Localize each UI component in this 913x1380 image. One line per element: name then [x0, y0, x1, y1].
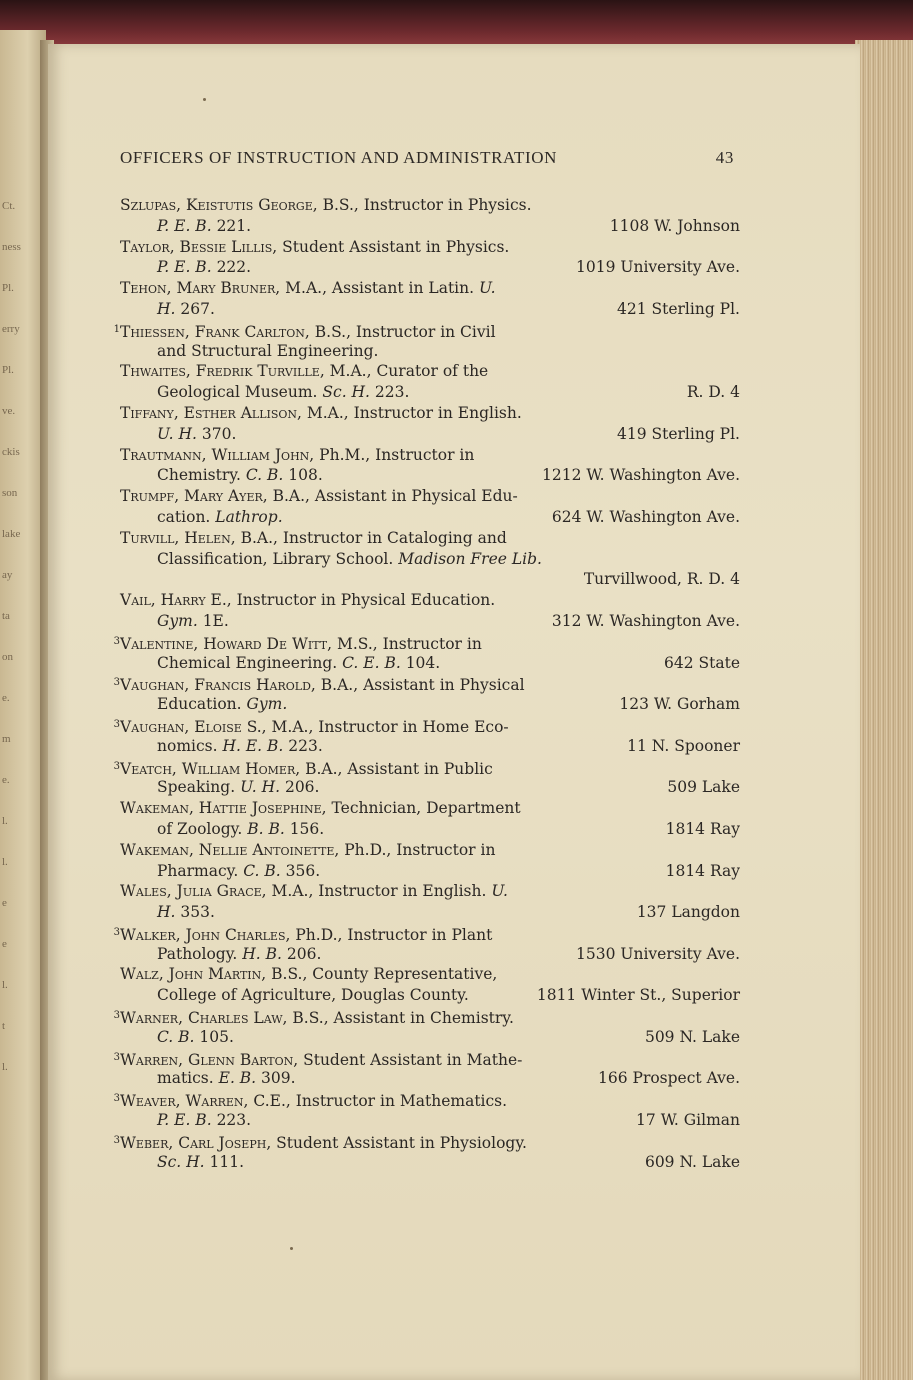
position-text: Student Assistant in Physics.	[277, 237, 510, 256]
entry-line-2	[105, 902, 745, 923]
position-text: B.A., Assistant in Physical	[315, 676, 525, 695]
entry-heading	[105, 361, 488, 382]
footnote-marker: 3	[113, 1051, 120, 1063]
left-page-text-fragment: ay	[2, 569, 13, 581]
running-head-title: OFFICERS OF INSTRUCTION AND ADMINISTRATION	[120, 148, 558, 167]
office-abbrev: P. E. B.	[157, 1111, 212, 1130]
office-abbrev: U. H.	[240, 778, 281, 797]
paper-speck	[290, 1247, 293, 1250]
entry-text: Chemistry.	[157, 466, 246, 485]
left-page-text-fragment: l.	[2, 1061, 8, 1073]
entry-line-2	[105, 465, 745, 486]
entry-text: Speaking.	[157, 778, 241, 797]
left-page-text-fragment: e.	[2, 774, 10, 786]
entry-line-2	[105, 257, 745, 278]
left-page-text-fragment: m	[2, 733, 11, 745]
entry-heading	[105, 237, 509, 258]
entry-line-1	[105, 798, 745, 819]
position-text: M.A., Assistant in Latin.	[280, 279, 475, 298]
entry-line-1	[105, 964, 745, 985]
entry-line-2	[105, 611, 745, 632]
person-name: Walker, John Charles,	[120, 925, 291, 944]
entry-office	[157, 1068, 296, 1089]
entry-heading	[105, 195, 532, 216]
position-text: M.A., Instructor in English.	[301, 403, 522, 422]
office-abbrev: B. B.	[247, 819, 285, 838]
home-address: 1811 Winter St., Superior	[536, 986, 740, 1005]
entry-heading	[105, 403, 522, 424]
entry-text: 267.	[175, 299, 215, 318]
entry-line-2	[105, 777, 745, 798]
person-name: Veatch, William Homer,	[120, 759, 301, 778]
person-name: Valentine, Howard De Witt,	[120, 634, 333, 653]
staff-directory-list	[105, 195, 745, 1172]
entry-office	[157, 424, 236, 445]
entry-heading	[105, 278, 496, 299]
left-page-text-fragment: lake	[2, 528, 21, 540]
person-name: Tehon, Mary Bruner,	[120, 279, 281, 298]
left-page-text-fragment: on	[2, 651, 13, 663]
entry-line-1	[105, 486, 745, 507]
office-abbrev: P. E. B.	[157, 258, 212, 277]
office-abbrev: H.	[157, 903, 176, 922]
entry-line-2	[105, 216, 745, 237]
home-address: 624 W. Washington Ave.	[551, 507, 740, 526]
entry-line-2	[105, 1068, 745, 1089]
entry-office	[157, 382, 409, 403]
entry-office	[157, 465, 323, 486]
position-text: Ph.M., Instructor in	[314, 445, 475, 464]
office-abbrev: H.	[157, 299, 176, 318]
entry-office	[157, 653, 440, 674]
entry-text: 111.	[204, 1152, 245, 1171]
left-page-text-fragment: e	[2, 938, 7, 950]
entry-heading	[105, 590, 495, 611]
entry-line-2	[105, 861, 745, 882]
home-address: 123 W. Gorham	[619, 695, 740, 714]
book-cover-top	[0, 0, 913, 46]
entry-text: 222.	[211, 258, 252, 277]
position-text: B.A., Instructor in Cataloging and	[235, 528, 507, 547]
home-address: 509 Lake	[667, 778, 740, 797]
entry-office	[157, 507, 283, 528]
entry-line-1	[105, 528, 745, 549]
entry-line-1	[105, 1006, 745, 1027]
entry-heading	[105, 881, 508, 902]
left-page-text-fragment: ckis	[2, 446, 20, 458]
running-head	[120, 146, 734, 174]
entry-office	[157, 299, 215, 320]
entry-line-2	[105, 1152, 745, 1173]
entry-heading	[105, 1048, 522, 1071]
entry-line-2	[105, 653, 745, 674]
position-text: Technician, Department	[326, 799, 521, 818]
footnote-marker: 3	[113, 1010, 120, 1022]
entry-text: 221.	[211, 216, 252, 235]
left-page-text-fragment: ness	[2, 241, 21, 253]
entry-text: nomics.	[157, 736, 223, 755]
entry-office	[157, 985, 469, 1006]
entry-text: 108.	[283, 466, 323, 485]
entry-text: 223.	[370, 383, 410, 402]
position-text: B.S., Instructor in Physics.	[317, 196, 532, 214]
entry-office	[157, 549, 542, 570]
position-text: Ph.D., Instructor in Plant	[290, 925, 493, 944]
person-name: Trumpf, Mary Ayer,	[120, 487, 268, 506]
entry-heading	[105, 528, 507, 549]
position-text: E., Instructor in Physical Education.	[205, 591, 496, 610]
entry-office	[157, 736, 323, 757]
person-name: Weber, Carl Joseph,	[120, 1133, 272, 1152]
office-abbrev: C. B.	[245, 466, 284, 485]
entry-line-2	[105, 944, 745, 965]
footnote-marker: 3	[113, 677, 120, 689]
entry-heading	[105, 757, 493, 780]
office-abbrev: U.	[474, 279, 496, 298]
person-name: Trautmann, William John,	[120, 445, 315, 464]
entry-text: cation.	[157, 507, 216, 526]
home-address: 509 N. Lake	[644, 1027, 740, 1046]
entry-heading	[105, 486, 518, 507]
person-name: Weaver, Warren,	[120, 1092, 249, 1111]
home-address: 1814 Ray	[665, 819, 740, 838]
office-abbrev: H. B.	[242, 944, 282, 963]
left-page-text-fragment: ve.	[2, 405, 16, 417]
entry-line-1	[105, 1089, 745, 1110]
left-page-text-fragment: t	[2, 1020, 6, 1032]
home-address: 642 State	[663, 653, 740, 672]
position-text: M.S., Instructor in	[332, 634, 482, 653]
entry-line-2	[105, 1110, 745, 1131]
entry-line-2	[105, 341, 745, 362]
entry-line-1	[105, 632, 745, 653]
person-name: Warren, Glenn Barton,	[120, 1050, 299, 1069]
home-address: 419 Sterling Pl.	[616, 424, 740, 443]
position-text: Ph.D., Instructor in	[339, 840, 496, 859]
entry-heading	[105, 840, 495, 861]
entry-heading	[105, 320, 496, 343]
entry-office	[157, 819, 324, 840]
home-address: 312 W. Washington Ave.	[551, 611, 740, 630]
entry-heading	[105, 673, 525, 696]
entry-text: Pathology.	[157, 944, 243, 963]
entry-office	[157, 216, 251, 237]
footnote-marker: 1	[113, 323, 120, 335]
entry-line-1	[105, 590, 745, 611]
person-name: Wakeman, Hattie Josephine,	[120, 799, 327, 818]
entry-line-1	[105, 320, 745, 341]
entry-line-1	[105, 923, 745, 944]
home-address: 1108 W. Johnson	[609, 216, 740, 235]
person-name: Vail, Harry	[120, 591, 206, 610]
office-abbrev: C. E. B.	[342, 653, 401, 672]
entry-office	[157, 861, 320, 882]
left-page-text-fragment: son	[2, 487, 18, 499]
entry-heading	[105, 632, 482, 655]
entry-text: 356.	[280, 861, 321, 880]
person-name: Tiffany, Esther Allison,	[120, 403, 302, 422]
office-abbrev: U.	[486, 882, 508, 901]
person-name: Vaughan, Francis Harold,	[120, 676, 316, 695]
position-text: B.A., Assistant in Physical Edu-	[267, 487, 518, 506]
entry-text: Classification, Library School.	[157, 549, 399, 568]
entry-office	[157, 944, 321, 965]
entry-heading	[105, 1089, 507, 1112]
entry-heading	[105, 715, 509, 738]
entry-heading	[105, 923, 492, 946]
entry-office	[157, 341, 378, 362]
entry-text: 223.	[211, 1111, 252, 1130]
office-abbrev: Lathrop.	[215, 507, 283, 526]
entry-line-2	[105, 736, 745, 757]
entry-office	[157, 694, 287, 715]
home-address: R. D. 4	[686, 383, 740, 402]
entry-line-1	[105, 278, 745, 299]
person-name: Taylor, Bessie Lillis,	[120, 237, 278, 256]
entry-text: 206.	[281, 944, 322, 963]
entry-line-1	[105, 1048, 745, 1069]
entry-line-2	[105, 382, 745, 403]
left-page-text-fragment: l.	[2, 979, 8, 991]
home-address: 1212 W. Washington Ave.	[542, 466, 740, 485]
left-page-text-fragment: Pl.	[2, 364, 14, 376]
entry-line-2	[105, 549, 745, 570]
entry-text: 309.	[256, 1069, 296, 1088]
entry-line-1	[105, 195, 745, 216]
entry-heading	[105, 445, 474, 466]
entry-office	[157, 1152, 244, 1173]
home-address: 421 Sterling Pl.	[616, 299, 740, 318]
person-name: Thiessen, Frank Carlton,	[120, 322, 310, 341]
home-address: Turvillwood, R. D. 4	[583, 570, 740, 589]
entry-line-1	[105, 673, 745, 694]
footnote-marker: 3	[113, 1093, 120, 1105]
entry-line-2	[105, 694, 745, 715]
position-text: C.E., Instructor in Mathematics.	[248, 1092, 508, 1111]
home-address: 1814 Ray	[665, 861, 740, 880]
entry-line-1	[105, 1131, 745, 1152]
position-text: Student Assistant in Physiology.	[271, 1133, 527, 1152]
office-abbrev: E. B.	[218, 1069, 257, 1088]
person-name: Thwaites, Fredrik Turville,	[120, 362, 325, 381]
person-name: Szlupas, Keistutis George,	[120, 196, 318, 214]
office-abbrev: Madison Free Lib.	[398, 549, 542, 568]
home-address: 609 N. Lake	[644, 1152, 740, 1171]
home-address: 11 N. Spooner	[627, 736, 740, 755]
person-name: Wales, Julia Grace,	[120, 882, 267, 901]
entry-text: 353.	[175, 903, 215, 922]
entry-text: 1E.	[197, 611, 229, 630]
entry-line-1	[105, 445, 745, 466]
left-page-text-fragment: Ct.	[2, 200, 16, 212]
entry-heading	[105, 964, 497, 985]
entry-text: College of Agriculture, Douglas County.	[157, 986, 469, 1005]
entry-line-2	[105, 299, 745, 320]
left-page-text-fragment: l.	[2, 815, 8, 827]
left-page-text-fragment: Pl.	[2, 282, 14, 294]
entry-office	[157, 777, 319, 798]
entry-office	[157, 902, 215, 923]
left-page-text-fragment: e.	[2, 692, 10, 704]
left-page-text-fragment: e	[2, 897, 7, 909]
paper-speck	[203, 98, 206, 101]
left-page-text-fragment: l.	[2, 856, 8, 868]
footnote-marker: 3	[113, 926, 120, 938]
entry-text: Chemical Engineering.	[157, 653, 343, 672]
entry-line-2	[105, 819, 745, 840]
entry-line-1	[105, 881, 745, 902]
entry-text: Pharmacy.	[157, 861, 244, 880]
office-abbrev: Sc. H.	[157, 1152, 205, 1171]
footnote-marker: 3	[113, 1134, 120, 1146]
home-address: 137 Langdon	[636, 903, 740, 922]
position-text: M.A., Instructor in English.	[266, 882, 487, 901]
position-text: S., M.A., Instructor in Home Eco-	[241, 717, 509, 736]
entry-text: Education.	[157, 695, 247, 714]
office-abbrev: H. E. B.	[222, 736, 284, 755]
office-abbrev: C. B.	[243, 861, 281, 880]
entry-office	[157, 1027, 234, 1048]
entry-line-1	[105, 840, 745, 861]
entry-line-2	[105, 424, 745, 445]
position-text: B.S., County Representative,	[266, 965, 498, 984]
office-abbrev: Sc. H.	[322, 383, 370, 402]
entry-line-1	[105, 403, 745, 424]
entry-line-1	[105, 757, 745, 778]
footnote-marker: 3	[113, 635, 120, 647]
home-address: 1530 University Ave.	[576, 944, 740, 963]
entry-line-1	[105, 715, 745, 736]
footnote-marker: 3	[113, 760, 120, 772]
entry-line-1	[105, 361, 745, 382]
entry-office	[157, 257, 251, 278]
entry-text: and Structural Engineering.	[157, 341, 379, 360]
person-name: Vaughan, Eloise	[120, 717, 242, 736]
office-abbrev: U. H.	[157, 424, 197, 443]
entry-line-1	[105, 237, 745, 258]
person-name: Walz, John Martin,	[120, 965, 267, 984]
entry-heading	[105, 798, 521, 819]
entry-text: 223.	[283, 736, 323, 755]
page-number: 43	[715, 148, 734, 167]
entry-line-3	[105, 569, 745, 590]
office-abbrev: P. E. B.	[157, 216, 212, 235]
office-abbrev: Gym.	[157, 611, 198, 630]
left-page-text-fragment: erry	[2, 323, 20, 335]
office-abbrev: Gym.	[246, 695, 288, 714]
entry-text: 104.	[400, 653, 441, 672]
entry-line-2	[105, 985, 745, 1006]
entry-text: 370.	[196, 424, 237, 443]
position-text: M.A., Curator of the	[324, 362, 489, 381]
position-text: B.A., Assistant in Public	[300, 759, 493, 778]
home-address: 1019 University Ave.	[576, 258, 740, 277]
position-text: B.S., Instructor in Civil	[309, 322, 496, 341]
person-name: Wakeman, Nellie Antoinette,	[120, 840, 340, 859]
home-address: 166 Prospect Ave.	[598, 1069, 740, 1088]
entry-text: of Zoology.	[157, 819, 248, 838]
office-abbrev: C. B.	[157, 1027, 195, 1046]
entry-text: Geological Museum.	[157, 383, 323, 402]
entry-office	[157, 1110, 251, 1131]
entry-office	[157, 611, 229, 632]
page-edges	[855, 40, 913, 1380]
position-text: B.S., Assistant in Chemistry.	[287, 1009, 514, 1028]
left-page-text-fragment: ta	[2, 610, 10, 622]
person-name: Warner, Charles Law,	[120, 1009, 288, 1028]
footnote-marker: 3	[113, 718, 120, 730]
entry-text: 105.	[194, 1027, 234, 1046]
entry-text: 206.	[280, 778, 320, 797]
entry-text: matics.	[157, 1069, 219, 1088]
entry-line-2	[105, 1027, 745, 1048]
entry-line-2	[105, 507, 745, 528]
home-address: 17 W. Gilman	[636, 1111, 740, 1130]
person-name: Turvill, Helen,	[120, 528, 236, 547]
entry-heading	[105, 1006, 514, 1029]
position-text: Student Assistant in Mathe-	[298, 1050, 523, 1069]
entry-text: 156.	[284, 819, 325, 838]
entry-heading	[105, 1131, 527, 1154]
